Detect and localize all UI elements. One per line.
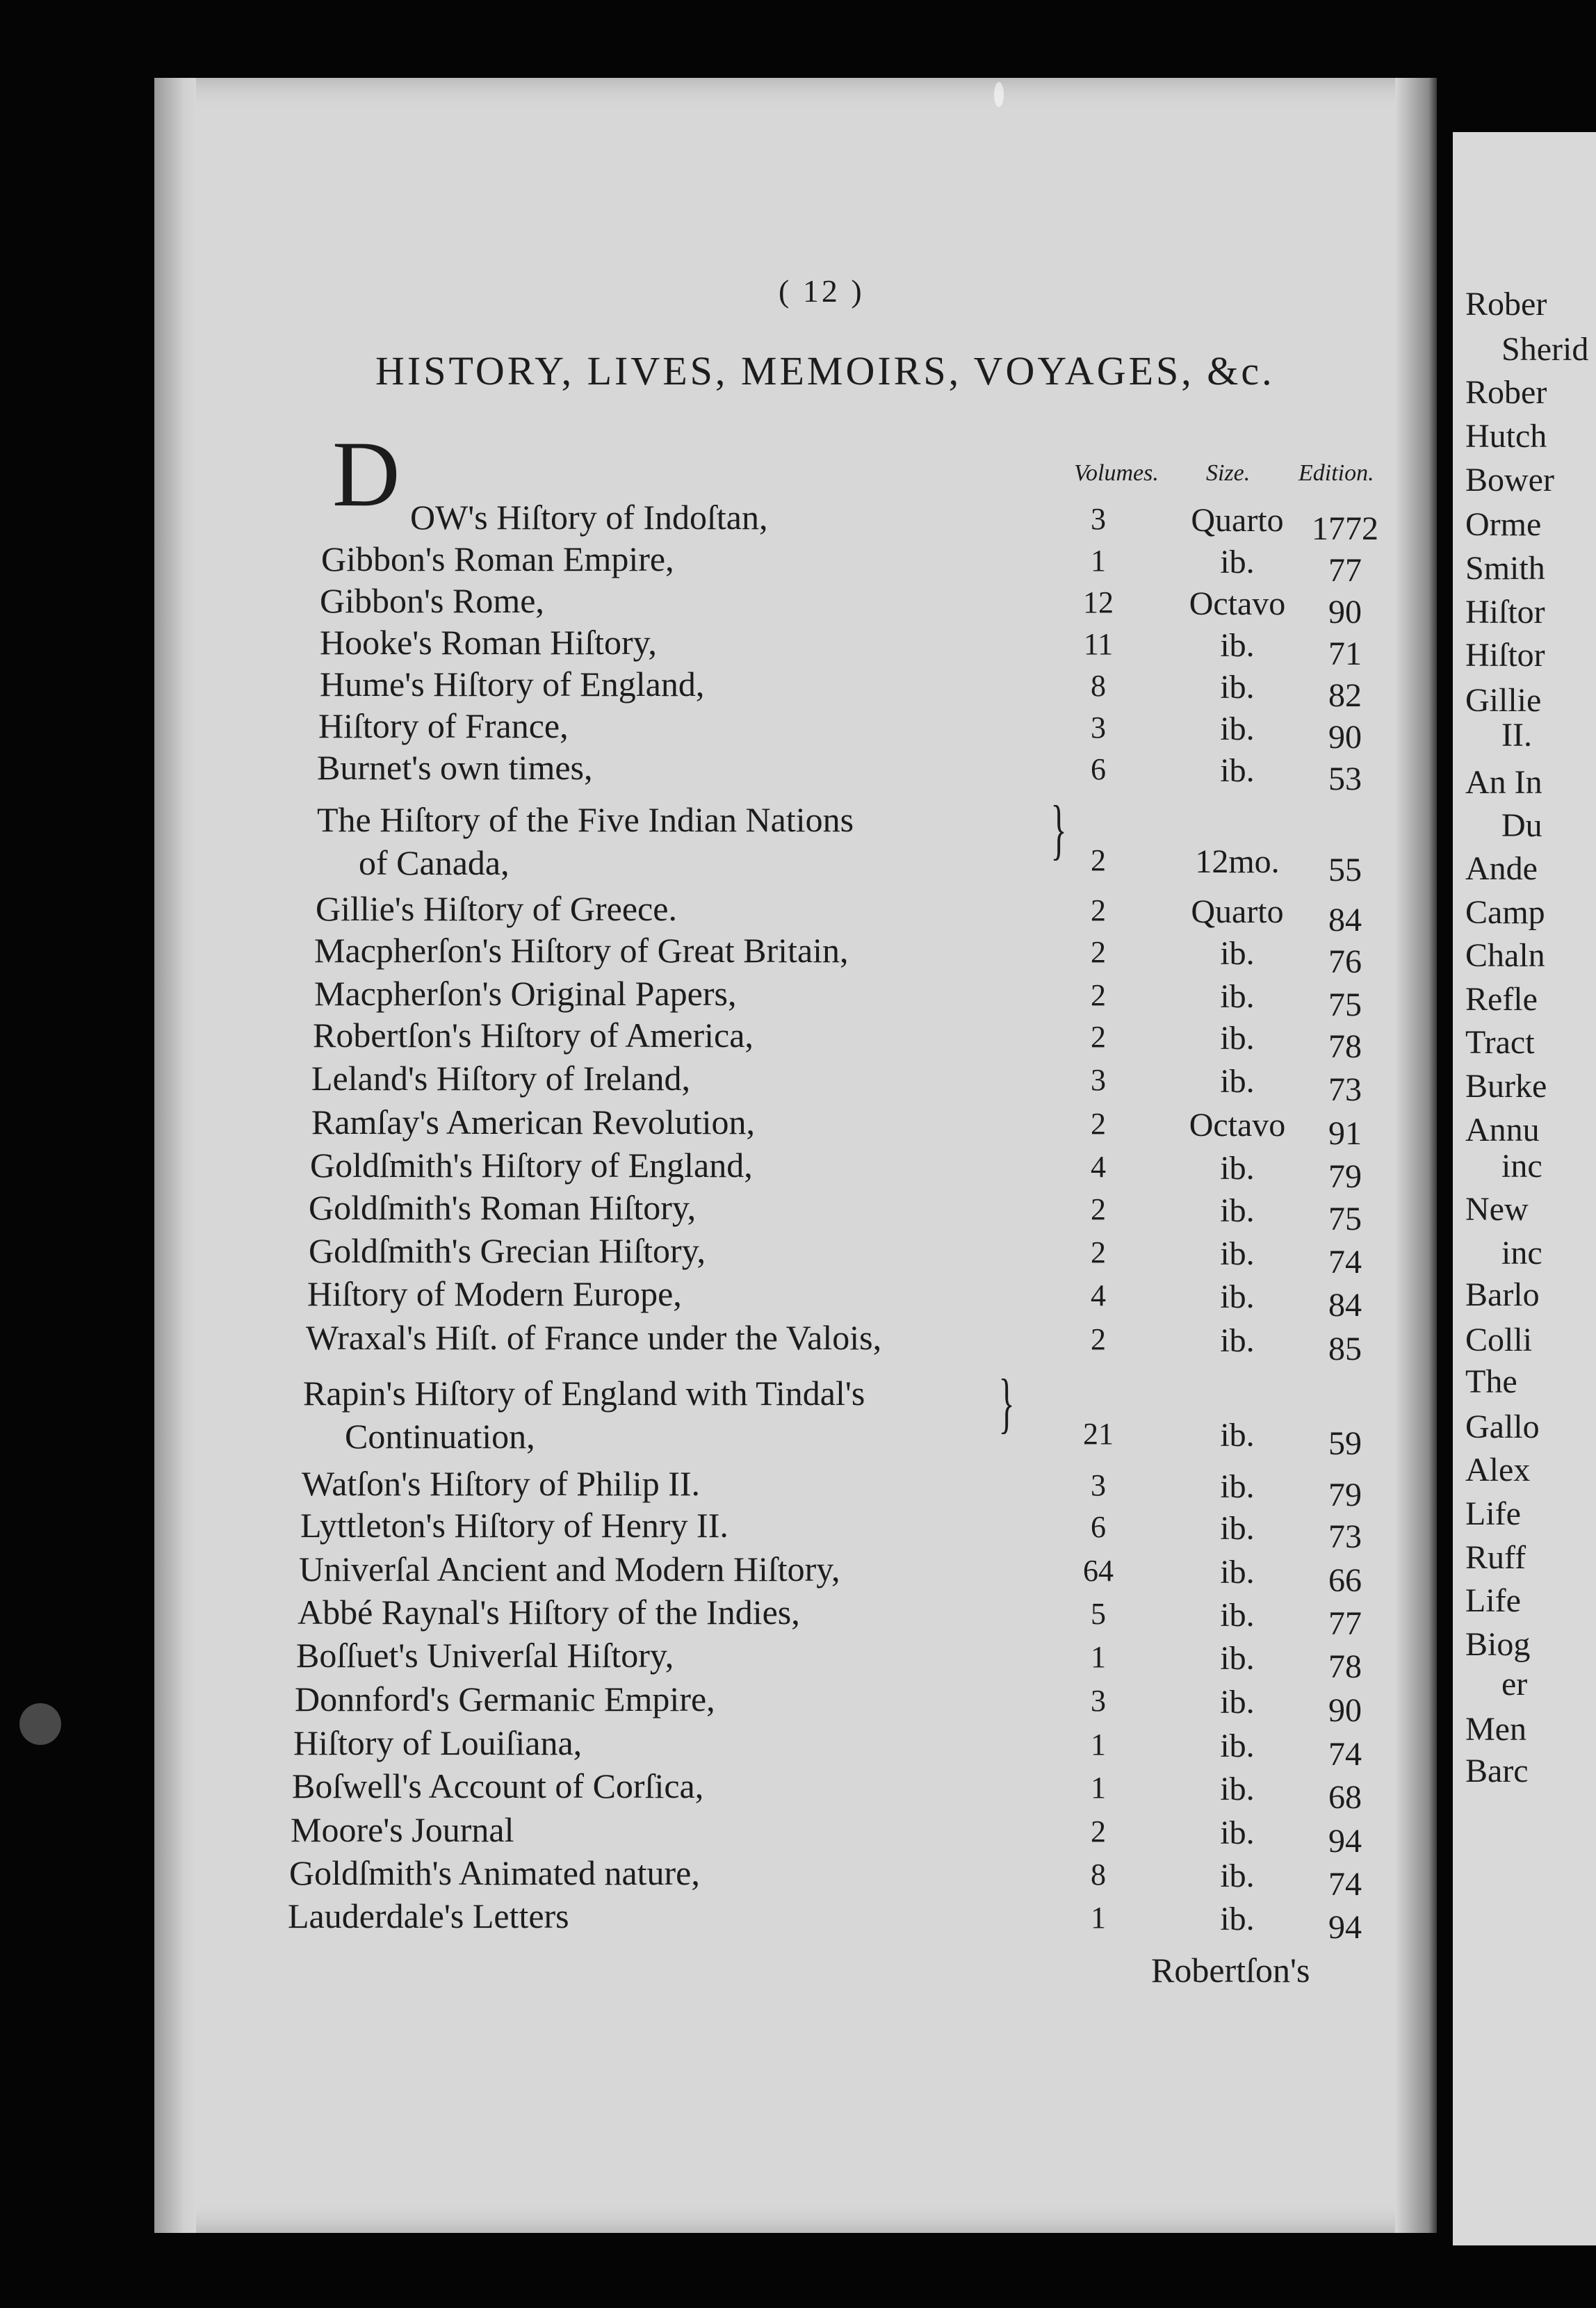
size-value: ib. — [1220, 1858, 1255, 1894]
size-value: ib. — [1220, 1322, 1255, 1359]
entry-title: Lauderdale's Letters — [288, 1896, 569, 1935]
size-value: ib. — [1220, 1417, 1255, 1454]
edition-value: 77 — [1328, 1605, 1362, 1642]
entry-title: Macpherſon's Hiſtory of Great Britain, — [314, 931, 849, 970]
entry-title: Burnet's own times, — [317, 748, 593, 787]
facing-page-fragment: Chaln — [1465, 937, 1545, 974]
volumes-value: 6 — [1091, 752, 1106, 786]
volumes-value: 2 — [1091, 1814, 1106, 1848]
edition-value: 74 — [1328, 1866, 1362, 1903]
entry-title: Univerſal Ancient and Modern Hiſtory, — [299, 1550, 840, 1588]
entry-title: Gillie's Hiſtory of Greece. — [316, 889, 677, 928]
facing-page-fragment: Biog — [1465, 1626, 1531, 1663]
volumes-value: 6 — [1091, 1510, 1106, 1544]
volumes-value: 1 — [1091, 544, 1106, 578]
facing-page-fragment: Bower — [1465, 462, 1554, 498]
column-header-size: Size. — [1206, 460, 1251, 486]
scan-speck — [994, 82, 1004, 107]
size-value: ib. — [1220, 1771, 1255, 1807]
edition-value: 90 — [1328, 1692, 1362, 1729]
facing-page-fragment: inc — [1501, 1235, 1542, 1271]
entry-title-continuation: Continuation, — [345, 1417, 535, 1456]
entry-title: Goldſmith's Hiſtory of England, — [310, 1146, 753, 1185]
facing-page-fragment: Colli — [1465, 1322, 1533, 1358]
size-value: ib. — [1220, 1554, 1255, 1591]
volumes-value: 2 — [1091, 978, 1106, 1012]
size-value: ib. — [1220, 1728, 1255, 1764]
size-value: ib. — [1220, 627, 1255, 664]
entry-title: Goldſmith's Animated nature, — [289, 1853, 700, 1892]
volumes-value: 11 — [1083, 627, 1114, 661]
size-value: ib. — [1220, 710, 1255, 747]
facing-page-fragment: Alex — [1465, 1452, 1531, 1488]
size-value: ib. — [1220, 1510, 1255, 1547]
edition-value: 1772 — [1312, 510, 1378, 547]
size-value: ib. — [1220, 1150, 1255, 1187]
edition-value: 59 — [1328, 1425, 1362, 1462]
size-value: ib. — [1220, 752, 1255, 789]
size-value: Quarto — [1191, 893, 1284, 930]
page-spine — [154, 78, 196, 2233]
entry-title: Watſon's Hiſtory of Philip II. — [302, 1464, 700, 1503]
facing-page-fragment: Life — [1465, 1582, 1521, 1619]
page-number: ( 12 ) — [779, 273, 865, 309]
facing-page — [1453, 132, 1596, 2245]
size-value: ib. — [1220, 1684, 1255, 1721]
volumes-value: 2 — [1091, 1192, 1106, 1226]
facing-page-fragment: Rober — [1465, 286, 1547, 323]
size-value: ib. — [1220, 1468, 1255, 1505]
facing-page-fragment: Gillie — [1465, 682, 1542, 719]
edition-value: 66 — [1328, 1562, 1362, 1599]
edition-value: 90 — [1328, 719, 1362, 756]
volumes-value: 4 — [1091, 1150, 1106, 1184]
column-header-volumes: Volumes. — [1074, 460, 1159, 486]
brace: } — [1050, 792, 1067, 866]
facing-page-fragment: Gallo — [1465, 1408, 1540, 1445]
size-value: ib. — [1220, 1235, 1255, 1272]
facing-page-fragment: II. — [1501, 717, 1532, 754]
edition-value: 94 — [1328, 1823, 1362, 1860]
entry-title: Robertſon's Hiſtory of America, — [313, 1016, 754, 1055]
facing-page-fragment: Life — [1465, 1495, 1521, 1532]
edition-value: 73 — [1328, 1518, 1362, 1555]
size-value: ib. — [1220, 1814, 1255, 1851]
facing-page-fragment: Hiſtor — [1465, 637, 1545, 674]
facing-page-fragment: Du — [1501, 807, 1542, 844]
facing-page-fragment: Barc — [1465, 1753, 1529, 1789]
edition-value: 71 — [1328, 635, 1362, 672]
facing-page-fragment: New — [1465, 1191, 1529, 1228]
volumes-value: 1 — [1091, 1640, 1106, 1674]
entry-title: Leland's Hiſtory of Ireland, — [311, 1059, 690, 1098]
edition-value: 84 — [1328, 1287, 1362, 1324]
edition-value: 53 — [1328, 761, 1362, 797]
facing-page-fragment: Refle — [1465, 981, 1538, 1018]
edition-value: 74 — [1328, 1244, 1362, 1281]
edition-value: 75 — [1328, 986, 1362, 1023]
entry-title: Gibbon's Rome, — [320, 581, 544, 620]
edition-value: 77 — [1328, 552, 1362, 589]
facing-page-fragment: Ande — [1465, 850, 1538, 887]
edition-value: 79 — [1328, 1158, 1362, 1195]
volumes-value: 4 — [1091, 1278, 1106, 1313]
entry-title: Gibbon's Roman Empire, — [321, 539, 674, 578]
entry-title: OW's Hiſtory of Indoſtan, — [410, 498, 768, 537]
volumes-value: 2 — [1091, 843, 1106, 877]
entry-title: The Hiſtory of the Five Indian Nations — [317, 800, 854, 839]
size-value: ib. — [1220, 1640, 1255, 1677]
edition-value: 85 — [1328, 1331, 1362, 1367]
facing-page-fragment: Tract — [1465, 1024, 1535, 1061]
entry-title: Abbé Raynal's Hiſtory of the Indies, — [298, 1593, 800, 1632]
volumes-value: 3 — [1091, 1063, 1106, 1097]
volumes-value: 64 — [1083, 1554, 1114, 1588]
volumes-value: 1 — [1091, 1728, 1106, 1762]
volumes-value: 2 — [1091, 1020, 1106, 1054]
volumes-value: 8 — [1091, 669, 1106, 703]
entry-title: Goldſmith's Roman Hiſtory, — [309, 1188, 697, 1227]
facing-page-fragment: The — [1465, 1363, 1517, 1400]
facing-page-fragment: Annu — [1465, 1112, 1540, 1148]
size-value: ib. — [1220, 1901, 1255, 1937]
edition-value: 78 — [1328, 1648, 1362, 1685]
size-value: ib. — [1220, 1020, 1255, 1057]
volumes-value: 1 — [1091, 1901, 1106, 1935]
facing-page-fragment: Burke — [1465, 1068, 1547, 1105]
facing-page-fragment: Hiſtor — [1465, 594, 1545, 631]
edition-value: 82 — [1328, 677, 1362, 714]
size-value: Quarto — [1191, 502, 1284, 539]
facing-page-fragment: Rober — [1465, 374, 1547, 411]
edition-value: 73 — [1328, 1071, 1362, 1108]
volumes-value: 2 — [1091, 1107, 1106, 1141]
entry-title: Macpherſon's Original Papers, — [314, 974, 737, 1013]
catchword: Robertſon's — [1151, 1951, 1310, 1990]
size-value: 12mo. — [1195, 843, 1280, 880]
facing-page-fragment: Orme — [1465, 506, 1542, 543]
volumes-value: 3 — [1091, 1468, 1106, 1502]
entry-title: Boſwell's Account of Corſica, — [292, 1766, 704, 1805]
entry-title: Lyttleton's Hiſtory of Henry II. — [300, 1506, 728, 1545]
size-value: ib. — [1220, 1192, 1255, 1229]
facing-page-fragment: Sherid — [1501, 331, 1589, 368]
brace: } — [998, 1365, 1015, 1440]
edition-value: 68 — [1328, 1779, 1362, 1816]
entry-title: Rapin's Hiſtory of England with Tindal's — [303, 1374, 865, 1413]
page-gutter — [1395, 78, 1437, 2233]
facing-page-fragment: inc — [1501, 1148, 1542, 1185]
facing-page-fragment: Camp — [1465, 894, 1545, 931]
entry-title: Hiſtory of France, — [318, 706, 569, 745]
size-value: ib. — [1220, 544, 1255, 580]
entry-title: Ramſay's American Revolution, — [311, 1103, 756, 1141]
drop-cap: D — [332, 423, 400, 526]
section-title: HISTORY, LIVES, MEMOIRS, VOYAGES, &c. — [375, 348, 1275, 393]
edition-value: 78 — [1328, 1028, 1362, 1065]
volumes-value: 2 — [1091, 1322, 1106, 1356]
edition-value: 74 — [1328, 1736, 1362, 1773]
facing-page-fragment: Barlo — [1465, 1276, 1540, 1313]
volumes-value: 2 — [1091, 1235, 1106, 1269]
size-value: ib. — [1220, 935, 1255, 972]
entry-title: Goldſmith's Grecian Hiſtory, — [309, 1231, 706, 1270]
volumes-value: 3 — [1091, 710, 1106, 745]
entry-title: Wraxal's Hiſt. of France under the Valois, — [306, 1318, 882, 1357]
size-value: ib. — [1220, 669, 1255, 706]
size-value: Octavo — [1189, 1107, 1286, 1144]
size-value: ib. — [1220, 1278, 1255, 1315]
entry-title: Hiſtory of Louiſiana, — [293, 1723, 583, 1762]
edition-value: 75 — [1328, 1201, 1362, 1237]
edition-value: 90 — [1328, 594, 1362, 631]
column-header-edition: Edition. — [1298, 460, 1374, 486]
size-value: ib. — [1220, 1063, 1255, 1100]
edition-value: 79 — [1328, 1477, 1362, 1513]
volumes-value: 3 — [1091, 502, 1106, 536]
volumes-value: 1 — [1091, 1771, 1106, 1805]
entry-title: Hiſtory of Modern Europe, — [307, 1274, 682, 1313]
facing-page-fragment: Smith — [1465, 550, 1545, 587]
facing-page-fragment: Hutch — [1465, 418, 1547, 455]
edition-value: 94 — [1328, 1909, 1362, 1946]
volumes-value: 2 — [1091, 893, 1106, 927]
entry-title: Moore's Journal — [291, 1810, 514, 1849]
facing-page-fragment: er — [1501, 1666, 1528, 1702]
edition-value: 84 — [1328, 902, 1362, 938]
edition-value: 91 — [1328, 1115, 1362, 1152]
size-value: ib. — [1220, 978, 1255, 1015]
volumes-value: 8 — [1091, 1858, 1106, 1892]
size-value: Octavo — [1189, 585, 1286, 622]
entry-title: Hume's Hiſtory of England, — [320, 665, 705, 704]
facing-page-fragment: Ruff — [1465, 1539, 1526, 1576]
entry-title: Donnford's Germanic Empire, — [295, 1680, 715, 1718]
size-value: ib. — [1220, 1597, 1255, 1634]
volumes-value: 5 — [1091, 1597, 1106, 1631]
volumes-value: 12 — [1083, 585, 1114, 619]
entry-title: Hooke's Roman Hiſtory, — [320, 623, 657, 662]
edition-value: 76 — [1328, 943, 1362, 980]
facing-page-fragment: An In — [1465, 764, 1542, 801]
volumes-value: 2 — [1091, 935, 1106, 969]
entry-title-continuation: of Canada, — [359, 843, 510, 882]
facing-page-fragment: Men — [1465, 1711, 1526, 1748]
volumes-value: 21 — [1083, 1417, 1114, 1451]
edition-value: 55 — [1328, 852, 1362, 888]
scan-speck — [19, 1703, 61, 1745]
volumes-value: 3 — [1091, 1684, 1106, 1718]
entry-title: Boſſuet's Univerſal Hiſtory, — [296, 1636, 674, 1675]
